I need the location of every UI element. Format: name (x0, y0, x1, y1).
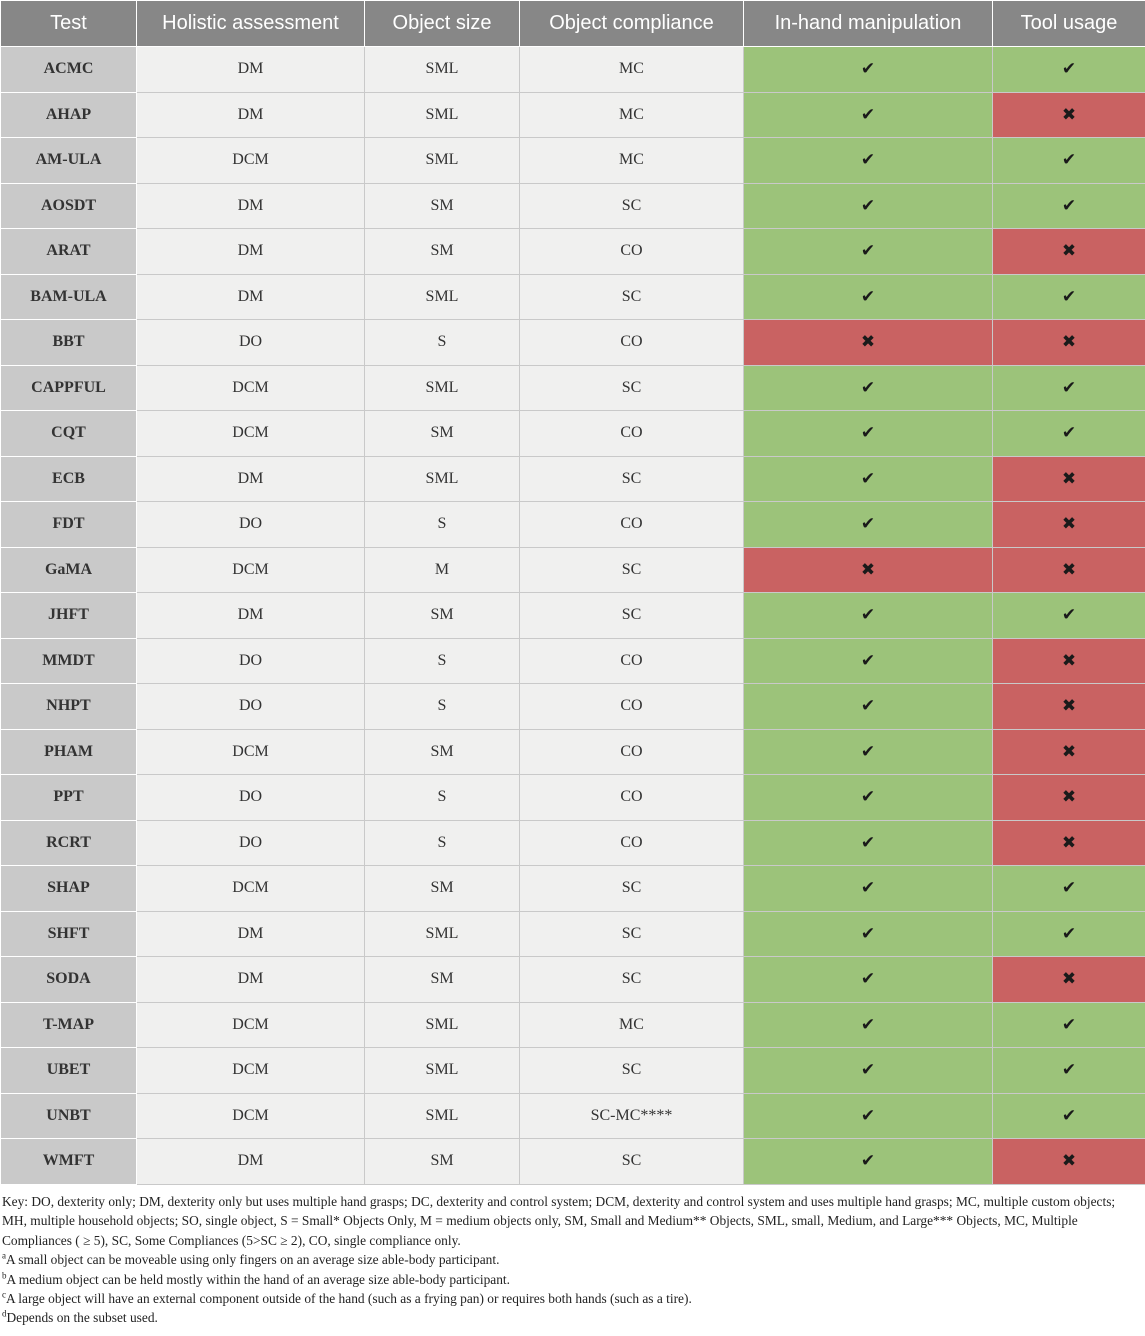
test-cell: ARAT (1, 229, 137, 275)
holistic-assessment-cell: DM (137, 229, 365, 275)
checkmark-icon: ✔ (1061, 59, 1077, 79)
object-size-cell: SM (365, 593, 520, 639)
checkmark-icon: ✔ (860, 423, 876, 443)
object-size-cell: SML (365, 911, 520, 957)
header-object-compliance: Object compliance (520, 1, 744, 47)
holistic-assessment-cell: DO (137, 502, 365, 548)
footnote-marker: d (2, 1308, 7, 1319)
object-compliance-cell: MC (520, 1002, 744, 1048)
object-size-cell: S (365, 684, 520, 730)
holistic-assessment-cell: DO (137, 320, 365, 366)
table-row (1, 138, 1145, 184)
object-size-cell: SM (365, 866, 520, 912)
checkmark-icon: ✔ (1061, 878, 1077, 898)
checkmark-icon: ✔ (860, 696, 876, 716)
holistic-assessment-cell: DM (137, 456, 365, 502)
checkmark-icon: ✔ (1061, 605, 1077, 625)
test-cell: UBET (1, 1048, 137, 1094)
cross-icon: ✖ (1061, 696, 1077, 716)
object-compliance-cell: SC-MC**** (520, 1093, 744, 1139)
table-row (1, 729, 1145, 775)
in-hand-manipulation-cell (744, 684, 993, 730)
test-cell: SODA (1, 957, 137, 1003)
tool-usage-cell (993, 638, 1145, 684)
object-compliance-cell: SC (520, 547, 744, 593)
object-size-cell: SM (365, 1139, 520, 1185)
tool-usage-cell (993, 365, 1145, 411)
checkmark-icon: ✔ (860, 104, 876, 124)
tool-usage-cell (993, 411, 1145, 457)
table-row (1, 593, 1145, 639)
table-row (1, 183, 1145, 229)
checkmark-icon: ✔ (860, 923, 876, 943)
cross-icon: ✖ (1061, 241, 1077, 261)
object-size-cell: SM (365, 411, 520, 457)
tool-usage-cell (993, 1139, 1145, 1185)
checkmark-icon: ✔ (1061, 150, 1077, 170)
checkmark-icon: ✔ (860, 1105, 876, 1125)
footnote-marker: a (2, 1250, 6, 1261)
checkmark-icon: ✔ (1061, 377, 1077, 397)
test-cell: BBT (1, 320, 137, 366)
footnote-text: A medium object can be held mostly within the hand of an average size able-body participant. (6, 1271, 510, 1287)
object-compliance-cell: CO (520, 638, 744, 684)
object-size-cell: S (365, 638, 520, 684)
object-compliance-cell: CO (520, 775, 744, 821)
tool-usage-cell (993, 820, 1145, 866)
object-compliance-cell: MC (520, 47, 744, 93)
cross-icon: ✖ (1061, 969, 1077, 989)
object-size-cell: S (365, 320, 520, 366)
object-compliance-cell: MC (520, 138, 744, 184)
test-cell: SHFT (1, 911, 137, 957)
object-size-cell: SML (365, 456, 520, 502)
in-hand-manipulation-cell (744, 411, 993, 457)
object-size-cell: S (365, 502, 520, 548)
checkmark-icon: ✔ (860, 787, 876, 807)
cross-icon: ✖ (1061, 514, 1077, 534)
cross-icon: ✖ (1061, 332, 1077, 352)
table-row (1, 547, 1145, 593)
holistic-assessment-cell: DCM (137, 1002, 365, 1048)
tool-usage-cell (993, 729, 1145, 775)
in-hand-manipulation-cell (744, 547, 993, 593)
cross-icon: ✖ (1061, 650, 1077, 670)
checkmark-icon: ✔ (1061, 1105, 1077, 1125)
cross-icon: ✖ (1061, 104, 1077, 124)
test-cell: JHFT (1, 593, 137, 639)
checkmark-icon: ✔ (860, 650, 876, 670)
object-compliance-cell: CO (520, 502, 744, 548)
checkmark-icon: ✔ (860, 741, 876, 761)
test-cell: FDT (1, 502, 137, 548)
in-hand-manipulation-cell (744, 274, 993, 320)
object-compliance-cell: CO (520, 684, 744, 730)
footnote-c (2, 1289, 1140, 1308)
in-hand-manipulation-cell (744, 729, 993, 775)
footnote-text: A small object can be moveable using only fingers on an average size able-body participant. (6, 1252, 500, 1268)
in-hand-manipulation-cell (744, 911, 993, 957)
footnote-b (2, 1270, 1140, 1289)
table-row (1, 47, 1145, 93)
in-hand-manipulation-cell (744, 92, 993, 138)
checkmark-icon: ✔ (860, 969, 876, 989)
object-compliance-cell: SC (520, 456, 744, 502)
table-notes (2, 1192, 1140, 1328)
tool-usage-cell (993, 547, 1145, 593)
checkmark-icon: ✔ (860, 878, 876, 898)
object-size-cell: S (365, 820, 520, 866)
test-cell: ECB (1, 456, 137, 502)
holistic-assessment-cell: DCM (137, 729, 365, 775)
test-cell: RCRT (1, 820, 137, 866)
tool-usage-cell (993, 684, 1145, 730)
holistic-assessment-cell: DM (137, 911, 365, 957)
checkmark-icon: ✔ (860, 1151, 876, 1171)
key-text: Key: DO, dexterity only; DM, dexterity only but uses multiple hand grasps; DC, dexterity and control system; DCM, dexterity and control system and uses multiple hand grasps; MC, multiple custom objects; MH, multiple household objects; SO, single object, S = Small* Objects Only, M = medium objects only, SM, Small and Medium** Objects, SML, small, Medium, and Large*** Objects, MC, Multiple Compliances ( ≥ 5), SC, Some Compliances (5>SC ≥ 2), CO, single compliance only. (2, 1194, 1116, 1248)
test-cell: ACMC (1, 47, 137, 93)
holistic-assessment-cell: DM (137, 274, 365, 320)
checkmark-icon: ✔ (1061, 923, 1077, 943)
table-row (1, 365, 1145, 411)
cross-icon: ✖ (860, 559, 876, 579)
object-size-cell: M (365, 547, 520, 593)
tool-usage-cell (993, 1093, 1145, 1139)
object-size-cell: SML (365, 47, 520, 93)
in-hand-manipulation-cell (744, 1139, 993, 1185)
object-size-cell: SML (365, 1002, 520, 1048)
tool-usage-cell (993, 1002, 1145, 1048)
test-cell: PPT (1, 775, 137, 821)
table-row (1, 502, 1145, 548)
in-hand-manipulation-cell (744, 1048, 993, 1094)
checkmark-icon: ✔ (860, 468, 876, 488)
in-hand-manipulation-cell (744, 820, 993, 866)
checkmark-icon: ✔ (860, 832, 876, 852)
object-compliance-cell: SC (520, 957, 744, 1003)
table-row (1, 320, 1145, 366)
in-hand-manipulation-cell (744, 593, 993, 639)
object-compliance-cell: SC (520, 1139, 744, 1185)
checkmark-icon: ✔ (860, 59, 876, 79)
checkmark-icon: ✔ (1061, 423, 1077, 443)
table-row (1, 274, 1145, 320)
tool-usage-cell (993, 274, 1145, 320)
holistic-assessment-cell: DM (137, 92, 365, 138)
in-hand-manipulation-cell (744, 1002, 993, 1048)
cross-icon: ✖ (1061, 832, 1077, 852)
checkmark-icon: ✔ (860, 1060, 876, 1080)
holistic-assessment-cell: DO (137, 775, 365, 821)
table-row (1, 775, 1145, 821)
holistic-assessment-cell: DCM (137, 365, 365, 411)
object-compliance-cell: SC (520, 593, 744, 639)
holistic-assessment-cell: DO (137, 684, 365, 730)
table-row (1, 1139, 1145, 1185)
table-body (1, 47, 1145, 1185)
cross-icon: ✖ (1061, 1151, 1077, 1171)
checkmark-icon: ✔ (860, 514, 876, 534)
holistic-assessment-cell: DM (137, 593, 365, 639)
in-hand-manipulation-cell (744, 229, 993, 275)
tool-usage-cell (993, 47, 1145, 93)
in-hand-manipulation-cell (744, 183, 993, 229)
object-size-cell: SM (365, 729, 520, 775)
holistic-assessment-cell: DM (137, 183, 365, 229)
holistic-assessment-cell: DCM (137, 1093, 365, 1139)
object-compliance-cell: CO (520, 411, 744, 457)
object-compliance-cell: SC (520, 274, 744, 320)
table-row (1, 1093, 1145, 1139)
object-compliance-cell: SC (520, 1048, 744, 1094)
holistic-assessment-cell: DCM (137, 866, 365, 912)
tool-usage-cell (993, 775, 1145, 821)
in-hand-manipulation-cell (744, 638, 993, 684)
test-cell: WMFT (1, 1139, 137, 1185)
checkmark-icon: ✔ (1061, 286, 1077, 306)
object-size-cell: SM (365, 183, 520, 229)
header-test: Test (1, 1, 137, 47)
object-compliance-cell: SC (520, 365, 744, 411)
object-size-cell: SML (365, 365, 520, 411)
object-compliance-cell: CO (520, 229, 744, 275)
tool-usage-cell (993, 456, 1145, 502)
table-row (1, 92, 1145, 138)
checkmark-icon: ✔ (860, 241, 876, 261)
checkmark-icon: ✔ (860, 605, 876, 625)
table-header (1, 1, 1145, 47)
holistic-assessment-cell: DO (137, 638, 365, 684)
test-cell: MMDT (1, 638, 137, 684)
tool-usage-cell (993, 911, 1145, 957)
header-tool-usage: Tool usage (993, 1, 1145, 47)
test-cell: PHAM (1, 729, 137, 775)
cross-icon: ✖ (1061, 741, 1077, 761)
holistic-assessment-cell: DM (137, 47, 365, 93)
in-hand-manipulation-cell (744, 456, 993, 502)
header-holistic-assessment: Holistic assessment (137, 1, 365, 47)
object-compliance-cell: MC (520, 92, 744, 138)
checkmark-icon: ✔ (860, 1014, 876, 1034)
test-cell: BAM-ULA (1, 274, 137, 320)
holistic-assessment-cell: DM (137, 957, 365, 1003)
footnote-a (2, 1250, 1140, 1269)
in-hand-manipulation-cell (744, 502, 993, 548)
test-cell: T-MAP (1, 1002, 137, 1048)
test-cell: SHAP (1, 866, 137, 912)
object-size-cell: SML (365, 1048, 520, 1094)
in-hand-manipulation-cell (744, 1093, 993, 1139)
cross-icon: ✖ (1061, 468, 1077, 488)
object-compliance-cell: CO (520, 729, 744, 775)
checkmark-icon: ✔ (860, 286, 876, 306)
holistic-assessment-cell: DCM (137, 411, 365, 457)
checkmark-icon: ✔ (1061, 1060, 1077, 1080)
cross-icon: ✖ (1061, 559, 1077, 579)
tool-usage-cell (993, 1048, 1145, 1094)
header-row (1, 1, 1145, 47)
tool-usage-cell (993, 593, 1145, 639)
footnote-marker: c (2, 1289, 6, 1300)
test-cell: AHAP (1, 92, 137, 138)
checkmark-icon: ✔ (860, 150, 876, 170)
object-size-cell: SML (365, 92, 520, 138)
header-in-hand-manipulation: In-hand manipulation (744, 1, 993, 47)
table-row (1, 957, 1145, 1003)
tool-usage-cell (993, 138, 1145, 184)
test-cell: UNBT (1, 1093, 137, 1139)
table-row (1, 638, 1145, 684)
object-compliance-cell: SC (520, 911, 744, 957)
test-cell: NHPT (1, 684, 137, 730)
tool-usage-cell (993, 229, 1145, 275)
table-row (1, 820, 1145, 866)
cross-icon: ✖ (860, 332, 876, 352)
footnote-d (2, 1308, 1140, 1327)
test-cell: AOSDT (1, 183, 137, 229)
in-hand-manipulation-cell (744, 775, 993, 821)
footnote-text: Depends on the subset used. (6, 1310, 158, 1326)
cross-icon: ✖ (1061, 787, 1077, 807)
object-compliance-cell: SC (520, 183, 744, 229)
table-row (1, 456, 1145, 502)
holistic-assessment-cell: DO (137, 820, 365, 866)
in-hand-manipulation-cell (744, 320, 993, 366)
in-hand-manipulation-cell (744, 47, 993, 93)
checkmark-icon: ✔ (1061, 195, 1077, 215)
checkmark-icon: ✔ (860, 195, 876, 215)
table-row (1, 411, 1145, 457)
object-size-cell: SM (365, 957, 520, 1003)
object-compliance-cell: CO (520, 820, 744, 866)
holistic-assessment-cell: DCM (137, 547, 365, 593)
test-cell: CAPPFUL (1, 365, 137, 411)
tool-usage-cell (993, 92, 1145, 138)
table-row (1, 1048, 1145, 1094)
table-row (1, 911, 1145, 957)
holistic-assessment-cell: DCM (137, 138, 365, 184)
table-row (1, 684, 1145, 730)
tool-usage-cell (993, 866, 1145, 912)
tool-usage-cell (993, 320, 1145, 366)
object-compliance-cell: CO (520, 320, 744, 366)
header-object-size: Object size (365, 1, 520, 47)
test-cell: AM-ULA (1, 138, 137, 184)
checkmark-icon: ✔ (860, 377, 876, 397)
table-row (1, 866, 1145, 912)
checkmark-icon: ✔ (1061, 1014, 1077, 1034)
object-compliance-cell: SC (520, 866, 744, 912)
in-hand-manipulation-cell (744, 365, 993, 411)
test-cell: CQT (1, 411, 137, 457)
table-row (1, 1002, 1145, 1048)
tool-usage-cell (993, 957, 1145, 1003)
holistic-assessment-cell: DM (137, 1139, 365, 1185)
test-cell: GaMA (1, 547, 137, 593)
table-row (1, 229, 1145, 275)
holistic-assessment-cell: DCM (137, 1048, 365, 1094)
object-size-cell: SML (365, 1093, 520, 1139)
object-size-cell: SM (365, 229, 520, 275)
in-hand-manipulation-cell (744, 957, 993, 1003)
object-size-cell: SML (365, 274, 520, 320)
object-size-cell: S (365, 775, 520, 821)
object-size-cell: SML (365, 138, 520, 184)
footnote-text: A large object will have an external component outside of the hand (such as a frying pan) or requires both hands (such as a tire). (6, 1291, 692, 1307)
footnote-marker: b (2, 1270, 7, 1281)
in-hand-manipulation-cell (744, 866, 993, 912)
in-hand-manipulation-cell (744, 138, 993, 184)
tool-usage-cell (993, 502, 1145, 548)
tool-usage-cell (993, 183, 1145, 229)
